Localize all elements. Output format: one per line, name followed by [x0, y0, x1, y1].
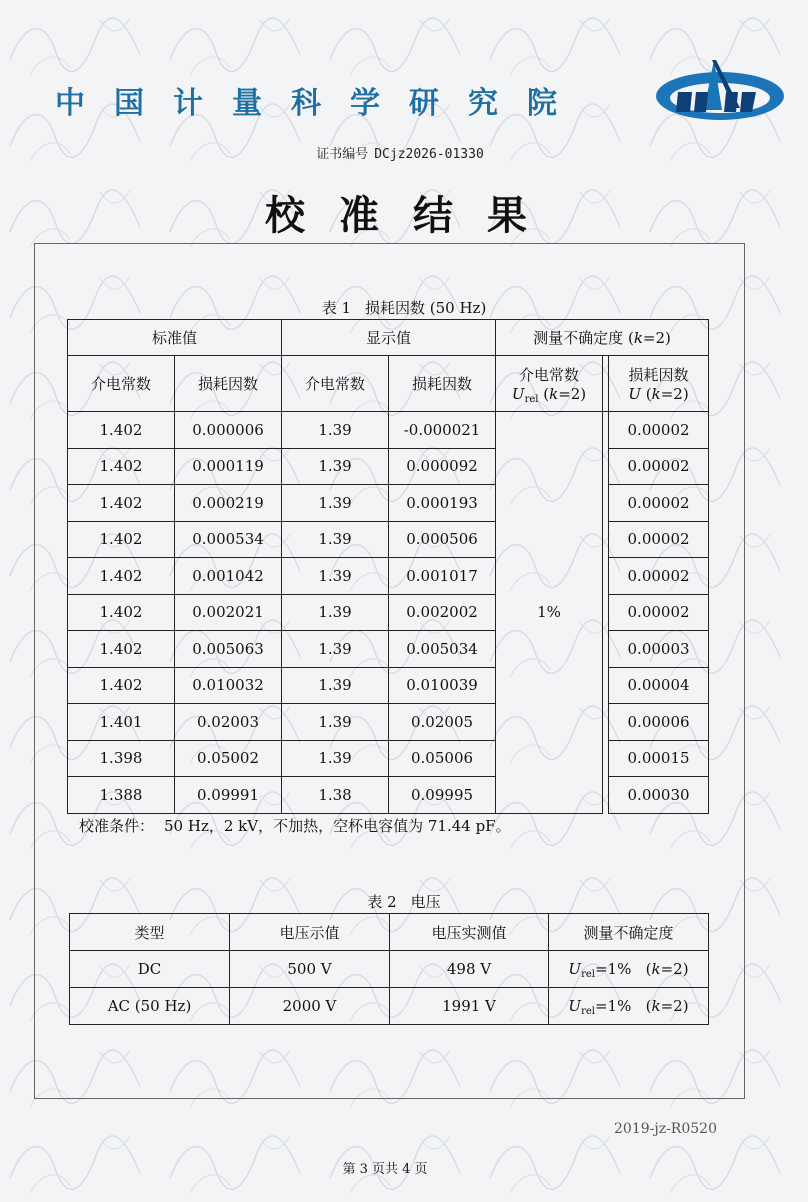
header-disp-dielectric: 介电常数	[282, 356, 389, 412]
disp-loss-cell: 0.09995	[389, 777, 496, 814]
u-loss-cell: 0.00002	[609, 594, 709, 631]
header-standard-value: 标准值	[68, 320, 282, 356]
std-dielectric-cell: 1.402	[68, 558, 175, 595]
disp-loss-cell: 0.000092	[389, 448, 496, 485]
std-loss-cell: 0.000534	[175, 521, 282, 558]
u-symbol: U	[568, 997, 582, 1015]
calibration-conditions	[79, 815, 511, 836]
table1-row	[68, 485, 709, 522]
u-loss-cell: 0.00002	[609, 448, 709, 485]
table2-caption	[0, 891, 808, 912]
header-std-dielectric: 介电常数	[68, 356, 175, 412]
header-displayed-value: 显示值	[282, 320, 496, 356]
table1-row	[68, 704, 709, 741]
header-measurement-uncertainty: 测量不确定度	[549, 914, 709, 951]
std-loss-cell: 0.09991	[175, 777, 282, 814]
u-loss-cell: 0.00002	[609, 558, 709, 595]
std-loss-cell: 0.000119	[175, 448, 282, 485]
header-type: 类型	[70, 914, 230, 951]
k-symbol: k	[651, 997, 661, 1015]
u-value: =1%	[594, 997, 632, 1015]
u-loss-cell: 0.00002	[609, 521, 709, 558]
page-number: 第 3 页共 4 页	[342, 1162, 428, 1177]
disp-dielectric-cell: 1.39	[282, 558, 389, 595]
std-loss-cell: 0.002021	[175, 594, 282, 631]
k-symbol: k	[651, 385, 661, 403]
table1-body	[68, 412, 709, 814]
u-subscript: rel	[524, 394, 539, 405]
disp-dielectric-cell: 1.39	[282, 412, 389, 449]
table1-row	[68, 740, 709, 777]
institute-name: 中国计量科学研究院	[55, 86, 586, 121]
header-uncertainty-kval: =2)	[642, 329, 671, 347]
form-code: 2019-jz-R0520	[614, 1121, 717, 1137]
u-subscript: rel	[581, 1006, 595, 1017]
disp-dielectric-cell: 1.38	[282, 777, 389, 814]
k-symbol: k	[651, 960, 661, 978]
std-loss-cell: 0.05002	[175, 740, 282, 777]
header-uncertainty-prefix: 测量不确定度	[533, 329, 624, 347]
disp-dielectric-cell: 1.39	[282, 631, 389, 668]
std-dielectric-cell: 1.388	[68, 777, 175, 814]
std-dielectric-cell: 1.402	[68, 631, 175, 668]
std-dielectric-cell: 1.402	[68, 412, 175, 449]
k-value: =2)	[660, 960, 689, 978]
u-loss-cell: 0.00015	[609, 740, 709, 777]
table1-row	[68, 631, 709, 668]
disp-loss-cell: 0.005034	[389, 631, 496, 668]
k-value: =2)	[660, 997, 689, 1015]
indicated-voltage-cell: 2000 V	[230, 988, 390, 1025]
certificate-number: DCjz2026-01330	[374, 147, 484, 162]
header-uncertainty-k: k	[633, 329, 643, 347]
nim-logo-icon	[652, 58, 788, 124]
header-measured-voltage: 电压实测值	[390, 914, 549, 951]
u-dielectric-merged-cell: 1%	[496, 412, 603, 814]
std-dielectric-cell: 1.402	[68, 448, 175, 485]
std-loss-cell: 0.02003	[175, 704, 282, 741]
std-dielectric-cell: 1.402	[68, 521, 175, 558]
table1-row	[68, 777, 709, 814]
std-dielectric-cell: 1.402	[68, 485, 175, 522]
disp-loss-cell: 0.001017	[389, 558, 496, 595]
table1-row	[68, 594, 709, 631]
std-dielectric-cell: 1.402	[68, 594, 175, 631]
voltage-table	[69, 913, 709, 1025]
std-dielectric-cell: 1.401	[68, 704, 175, 741]
type-cell: AC (50 Hz)	[70, 988, 230, 1025]
uncertainty-cell: $U_{rel}=1\%$ (k=2)	[549, 988, 709, 1025]
table2-header-row	[70, 914, 709, 951]
std-loss-cell: 0.005063	[175, 631, 282, 668]
table1-row	[68, 667, 709, 704]
disp-dielectric-cell: 1.39	[282, 448, 389, 485]
u-symbol: U	[511, 385, 525, 403]
header-u-loss-title: 损耗因数	[628, 366, 689, 384]
disp-loss-cell: 0.05006	[389, 740, 496, 777]
u-value: =1%	[594, 960, 632, 978]
std-loss-cell: 0.010032	[175, 667, 282, 704]
table2-row	[70, 951, 709, 988]
table1-row	[68, 448, 709, 485]
disp-loss-cell: 0.010039	[389, 667, 496, 704]
document-title: 校准结果	[265, 193, 561, 239]
disp-dielectric-cell: 1.39	[282, 485, 389, 522]
loss-factor-table	[67, 319, 709, 814]
u-symbol: U	[628, 385, 642, 403]
k-symbol: k	[549, 385, 559, 403]
disp-loss-cell: 0.02005	[389, 704, 496, 741]
table1-row	[68, 412, 709, 449]
table2-body	[70, 951, 709, 1025]
std-loss-cell: 0.001042	[175, 558, 282, 595]
header-u-loss	[609, 356, 709, 412]
table1-row	[68, 558, 709, 595]
u-loss-cell: 0.00004	[609, 667, 709, 704]
header-uncertainty: 测量不确定度 (k=2)	[496, 320, 709, 356]
note-label: 校准条件：	[79, 817, 155, 835]
certificate-number-line	[0, 143, 800, 162]
u-loss-cell: 0.00003	[609, 631, 709, 668]
u-loss-cell: 0.00002	[609, 412, 709, 449]
std-dielectric-cell: 1.402	[68, 667, 175, 704]
table2-caption-prefix: 表 2	[367, 893, 397, 911]
table1-caption	[0, 297, 808, 318]
header-u-dielectric-title: 介电常数	[519, 366, 580, 384]
disp-dielectric-cell: 1.39	[282, 740, 389, 777]
uncertainty-cell: $U_{rel}=1\%$ (k=2)	[549, 951, 709, 988]
disp-loss-cell: -0.000021	[389, 412, 496, 449]
table1-caption-prefix: 表 1	[321, 299, 351, 317]
table1-group-header-row	[68, 320, 709, 356]
table1-caption-text: 损耗因数 (50 Hz)	[365, 299, 487, 317]
std-loss-cell: 0.000219	[175, 485, 282, 522]
disp-dielectric-cell: 1.39	[282, 667, 389, 704]
indicated-voltage-cell: 500 V	[230, 951, 390, 988]
u-symbol: U	[568, 960, 582, 978]
header-u-loss-formula: U (k=2)	[628, 385, 689, 403]
disp-loss-cell: 0.002002	[389, 594, 496, 631]
table2-caption-text: 电压	[410, 893, 441, 911]
disp-loss-cell: 0.000506	[389, 521, 496, 558]
table1-sub-header-row	[68, 356, 709, 412]
u-subscript: rel	[581, 969, 595, 980]
header-indicated-voltage: 电压示值	[230, 914, 390, 951]
table2-row	[70, 988, 709, 1025]
note-text: 50 Hz，2 kV，不加热，空杯电容值为 71.44 pF。	[164, 817, 511, 835]
measured-voltage-cell: 498 V	[390, 951, 549, 988]
header-u-dielectric	[496, 356, 603, 412]
u-loss-cell: 0.00002	[609, 485, 709, 522]
header-u-dielectric-formula: $U_{rel}$ (k=2)	[511, 385, 587, 405]
u-loss-cell: 0.00030	[609, 777, 709, 814]
disp-loss-cell: 0.000193	[389, 485, 496, 522]
u-loss-cell: 0.00006	[609, 704, 709, 741]
disp-dielectric-cell: 1.39	[282, 704, 389, 741]
table1-row	[68, 521, 709, 558]
std-loss-cell: 0.000006	[175, 412, 282, 449]
measured-voltage-cell: 1991 V	[390, 988, 549, 1025]
header-std-loss: 损耗因数	[175, 356, 282, 412]
certificate-label: 证书编号	[316, 147, 369, 162]
disp-dielectric-cell: 1.39	[282, 521, 389, 558]
std-dielectric-cell: 1.398	[68, 740, 175, 777]
disp-dielectric-cell: 1.39	[282, 594, 389, 631]
type-cell: DC	[70, 951, 230, 988]
header-disp-loss: 损耗因数	[389, 356, 496, 412]
